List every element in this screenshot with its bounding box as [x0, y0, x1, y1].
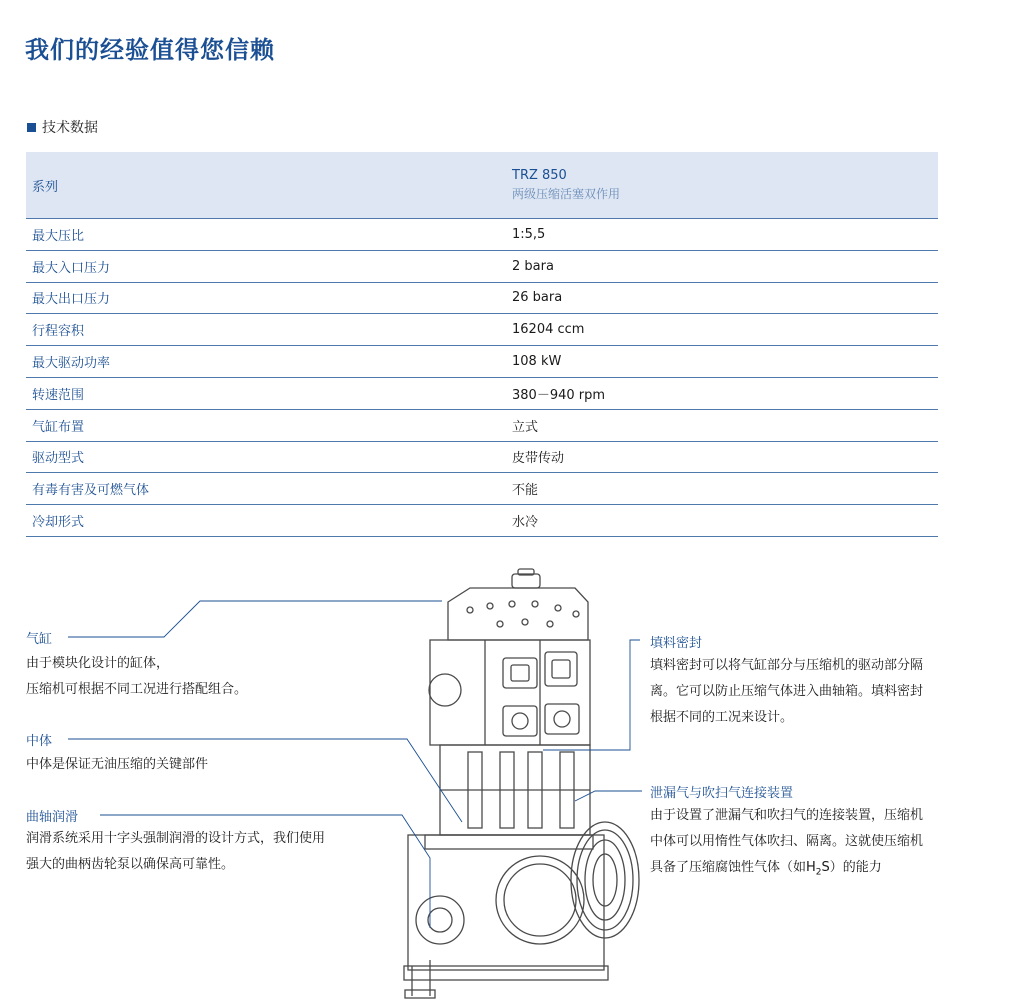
- series-subtitle: 两级压缩活塞双作用: [512, 187, 621, 201]
- row-value: 1:5,5: [512, 226, 546, 242]
- annotation-cylinder-title: 气缸: [26, 632, 53, 647]
- row-label: 气缸布置: [32, 419, 85, 435]
- row-label: 最大驱动功率: [32, 356, 111, 372]
- annotation-packing-text: [650, 653, 923, 731]
- annotation-line: 压缩机可根据不同工况进行搭配组合。: [26, 682, 248, 697]
- page-title: 我们的经验值得您信赖: [25, 36, 275, 64]
- compressor-illustration: [0, 560, 1024, 1006]
- row-label: 转速范围: [32, 387, 85, 403]
- row-value: 108 kW: [512, 354, 562, 370]
- table-row: [26, 410, 938, 442]
- annotation-lube-text: [26, 826, 325, 878]
- table-row: [26, 251, 938, 283]
- row-value: 皮带传动: [512, 451, 565, 467]
- annotation-line: 强大的曲柄齿轮泵以确保高可靠性。: [26, 857, 235, 872]
- section-heading: [27, 117, 98, 137]
- row-value: 26 bara: [512, 290, 563, 306]
- row-label: 行程容积: [32, 324, 85, 340]
- table-row: [26, 473, 938, 505]
- row-value: 2 bara: [512, 258, 554, 274]
- annotation-line-part: 具备了压缩腐蚀性气体（如H: [650, 860, 816, 875]
- annotation-line: [650, 855, 923, 886]
- annotation-line: 根据不同的工况来设计。: [650, 710, 794, 725]
- table-row: [26, 314, 938, 346]
- section-title: 技术数据: [42, 120, 98, 136]
- annotation-purge-text: [650, 803, 923, 886]
- square-bullet-icon: [27, 123, 36, 132]
- table-row: [26, 219, 938, 251]
- annotation-middle-title: 中体: [26, 734, 53, 749]
- row-value: 水冷: [512, 515, 539, 531]
- header-label: 系列: [32, 179, 59, 195]
- compressor-drawing: [404, 569, 639, 998]
- annotation-subscript: 2: [815, 867, 822, 878]
- annotation-line: 离。它可以防止压缩气体进入曲轴箱。填料密封: [650, 684, 924, 699]
- series-name: TRZ 850: [512, 168, 567, 183]
- annotation-purge-title: 泄漏气与吹扫气连接装置: [650, 786, 794, 801]
- annotation-line: 由于设置了泄漏气和吹扫气的连接装置，压缩机: [650, 808, 924, 823]
- annotation-line: 填料密封可以将气缸部分与压缩机的驱动部分隔: [650, 658, 924, 673]
- annotation-cylinder-text: [26, 651, 247, 703]
- row-label: 驱动型式: [32, 451, 85, 467]
- annotation-line-part: S）的能力: [821, 860, 882, 875]
- table-row: [26, 505, 938, 537]
- table-row: [26, 378, 938, 410]
- header-value: [512, 168, 620, 202]
- table-row: [26, 442, 938, 474]
- table-header-row: [26, 152, 938, 219]
- annotation-line: 由于模块化设计的缸体，: [26, 656, 170, 671]
- row-label: 有毒有害及可燃气体: [32, 483, 150, 499]
- annotation-line: 中体是保证无油压缩的关键部件: [26, 757, 209, 772]
- row-value: 16204 ccm: [512, 322, 585, 338]
- row-label: 冷却形式: [32, 515, 85, 531]
- annotation-lube-title: 曲轴润滑: [26, 810, 79, 825]
- annotation-line: 中体可以用惰性气体吹扫、隔离。这就使压缩机: [650, 834, 924, 849]
- table-row: [26, 346, 938, 378]
- row-label: 最大压比: [32, 228, 85, 244]
- table-row: [26, 283, 938, 315]
- row-value: 立式: [512, 419, 539, 435]
- row-value: 380－940 rpm: [512, 387, 606, 403]
- spec-table: [26, 152, 938, 537]
- annotation-line: 润滑系统采用十字头强制润滑的设计方式，我们使用: [26, 831, 326, 846]
- annotation-packing-title: 填料密封: [650, 636, 703, 651]
- row-label: 最大出口压力: [32, 292, 111, 308]
- annotation-middle-text: [26, 752, 208, 778]
- row-value: 不能: [512, 483, 539, 499]
- row-label: 最大入口压力: [32, 260, 111, 276]
